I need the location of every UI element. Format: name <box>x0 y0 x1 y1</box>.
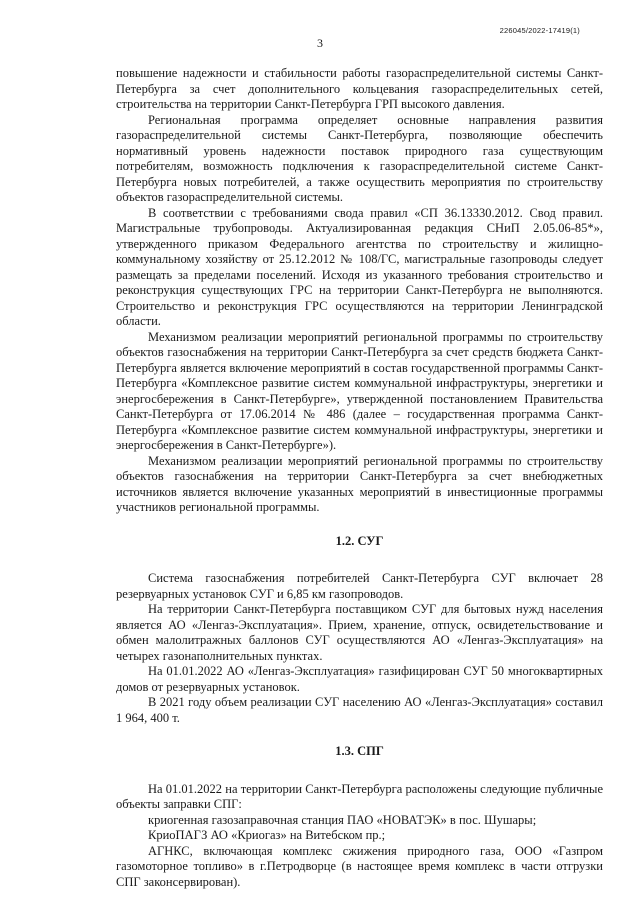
paragraph-sug-supplier: На территории Санкт-Петербурга поставщиком СУГ для бытовых нужд населения является АО «Ленгаз-Эксплуатация». Прием, хранение, отпуск, освидетельствование и обмен малолитражных баллонов СУГ осуществляются АО «Ленгаз-Эксплуатация» на четырех газонаполнительных пунктах. <box>116 602 603 663</box>
document-body <box>116 66 603 890</box>
paragraph-spg-intro: На 01.01.2022 на территории Санкт-Петербурга расположены следующие публичные объекты заправки СПГ: <box>116 781 603 811</box>
list-item: КриоПАГЗ АО «Криогаз» на Витебском пр.; <box>148 828 386 842</box>
paragraph-continuation: повышение надежности и стабильности работы газораспределительной системы Санкт-Петербурга за счет дополнительного кольцевания газораспределительных сетей, строительства на территории Санкт-Петербурга ГРП высокого давления. <box>116 66 603 111</box>
paragraph-sug-system: Система газоснабжения потребителей Санкт-Петербурга СУГ включает 28 резервуарных установок СУГ и 6,85 км газопроводов. <box>116 571 603 601</box>
paragraph-sug-gasified: На 01.01.2022 АО «Ленгаз-Эксплуатация» газифицирован СУГ 50 многоквартирных домов от резервуарных установок. <box>116 664 603 694</box>
list-item: криогенная газозаправочная станция ПАО «НОВАТЭК» в пос. Шушары; <box>148 812 537 827</box>
section-heading-sug: 1.2. СУГ <box>335 533 384 548</box>
paragraph-regional-program: Региональная программа определяет основные направления развития газораспределительной системы Санкт-Петербурга, позволяющие обеспечить нормативный уровень надежности поставок природного газа существующим потребителям, возможность подключения к газораспределительной системе Санкт-Петербурга новых потребителей, а также осуществить мероприятия по строительству объектов газораспределительной системы. <box>116 112 603 204</box>
document-registration-number: 226045/2022-17419(1) <box>499 26 580 35</box>
paragraph-budget-mechanism: Механизмом реализации мероприятий региональной программы по строительству объектов газоснабжения на территории Санкт-Петербурга за счет средств бюджета Санкт-Петербурга является включение мероприятий в состав государственной программы Санкт-Петербурга «Комплексное развитие систем коммунальной инфраструктуры, энергетики и энергосбережения в Санкт-Петербурге», утвержденной постановлением Правительства Санкт-Петербурга от 17.06.2014 № 486 (далее – государственная программа Санкт-Петербурга «Комплексное развитие систем коммунальной инфраструктуры, энергетики и энергосбережения в Санкт-Петербурге»). <box>116 329 603 452</box>
paragraph-extrabudget-mechanism: Механизмом реализации мероприятий региональной программы по строительству объектов газоснабжения на территории Санкт-Петербурга за счет внебюджетных источников является включение указанных мероприятий в инвестиционные программы участников региональной программы. <box>116 453 603 514</box>
list-item: АГНКС, включающая комплекс сжижения природного газа, ООО «Газпром газомоторное топливо» в г.Петродворце (в настоящее время комплекс в части отгрузки СПГ законсервирован). <box>116 843 603 889</box>
section-heading-spg: 1.3. СПГ <box>335 744 384 758</box>
paragraph-requirements: В соответствии с требованиями свода правил «СП 36.13330.2012. Свод правил. Магистральные трубопроводы. Актуализированная редакция СНиП 2.05.06-85*», утвержденного приказом Федерального агентства по строительству и жилищно-коммунальному хозяйству от 25.12.2012 № 108/ГС, магистральные газопроводы следует размещать за пределами поселений. Исходя из указанного требования строительство и реконструкция существующих ГРС на территории Санкт-Петербурга не выполняются. Строительство и реконструкция ГРС осуществляются на территории Ленинградской области. <box>116 205 603 328</box>
page-number: 3 <box>317 36 323 50</box>
paragraph-sug-volume: В 2021 году объем реализации СУГ населению АО «Ленгаз-Эксплуатация» составил 1 964, 400 т. <box>116 695 603 725</box>
